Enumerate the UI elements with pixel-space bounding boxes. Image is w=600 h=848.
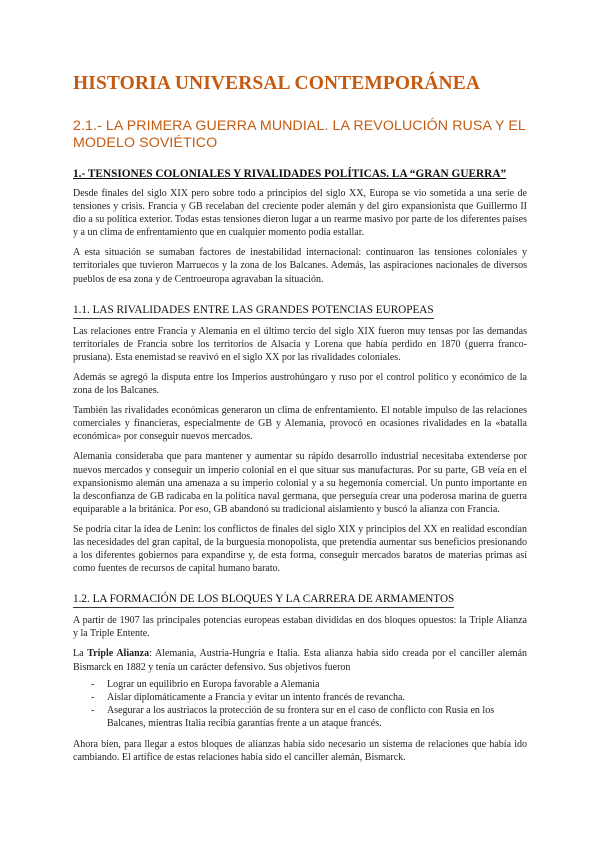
triple-alianza-paragraph (73, 647, 527, 673)
bullet-dash: - (91, 704, 95, 716)
alliance-description: : Alemania, Austria-Hungría e Italia. Esta alianza había sido creada por el canciller alemán Bismarck en 1882 y tenía un carácter defensivo. Sus objetivos fueron (73, 648, 528, 673)
paragraph: A esta situación se sumaban factores de inestabilidad internacional: continuaron las tensiones coloniales y territoriales que tuvieron Marruecos y la zona de los Balcanes. Además, las aspiraciones nacionales de diversos pueblos de esa zona y de Centroeuropa agravaban la situación. (73, 247, 527, 285)
chapter-heading: 2.1.- LA PRIMERA GUERRA MUNDIAL. LA REVOLUCIÓN RUSA Y EL MODELO SOVIÉTICO (73, 118, 526, 151)
section-1-heading: 1.- TENSIONES COLONIALES Y RIVALIDADES POLÍTICAS. LA “GRAN GUERRA” (73, 168, 507, 180)
paragraph: Además se agregó la disputa entre los Imperios austrohúngaro y ruso por el control político y económico de la zona de los Balcanes. (73, 371, 527, 397)
section-1-1-heading: 1.1. LAS RIVALIDADES ENTRE LAS GRANDES POTENCIAS EUROPEAS (73, 303, 434, 319)
paragraph: Desde finales del siglo XIX pero sobre todo a principios del siglo XX, Europa se vio sometida a una serie de tensiones y crisis. Francia y GB recelaban del creciente poder alemán y del giro expansionista que Guillermo II dio a su política exterior. Todas estas tensiones dieron lugar a un rearme masivo por parte de los diferentes países y a un clima de enfrentamiento que en cualquier momento podía estallar. (73, 188, 527, 239)
alliance-prefix: La (73, 648, 88, 660)
section-1-2-heading: 1.2. LA FORMACIÓN DE LOS BLOQUES Y LA CARRERA DE ARMAMENTOS (73, 592, 454, 608)
list-item: - Lograr un equilibrio en Europa favorable a Alemania (91, 678, 320, 690)
paragraph: A partir de 1907 las principales potencias europeas estaban divididas en dos bloques opuestos: la Triple Alianza y la Triple Entente. (73, 615, 527, 640)
paragraph: Alemania consideraba que para mantener y aumentar su rápido desarrollo industrial necesitaba extenderse por nuevos mercados y conseguir un imperio colonial en el que situar sus manufacturas. Por su parte, GB veía en el expansionismo alemán una amenaza a su imperio colonial y a su hegemonía comercial. Un punto importante en la desconfianza de GB radicaba en la política naval germana, que perseguía crear una poderosa marina de guerra equiparable a la británica. Por eso, GB abandonó su tradicional aislamiento y buscó la alianza con Francia. (73, 451, 527, 515)
objectives-list (73, 678, 527, 730)
paragraph: También las rivalidades económicas generaron un clima de enfrentamiento. El notable impulso de las relaciones comerciales y financieras, especialmente de GB y Alemania, provocó en ocasiones rivalidades en la «batalla económica» por conseguir nuevos mercados. (73, 405, 527, 443)
bullet-dash: - (91, 678, 95, 690)
paragraph: Se podría citar la idea de Lenin: los conflictos de finales del siglo XIX y principios del XX en realidad escondían las necesidades del gran capital, de la burguesía monopolista, que pretendía aumentar sus beneficios presionando a los diferentes gobiernos para expandirse y, de esta forma, conseguir mercados baratos de materias primas así como fuentes de recursos de capital humano barato. (73, 523, 527, 575)
triple-alianza-term: Triple Alianza (87, 648, 150, 660)
bullet-dash: - (91, 691, 95, 703)
paragraph: Ahora bien, para llegar a estos bloques de alianzas había sido necesario un sistema de relaciones que había ido cambiando. El artífice de estas relaciones había sido el canciller alemán, Bismarck. (73, 739, 527, 764)
list-item: - Aislar diplomáticamente a Francia y evitar un intento francés de revancha. (91, 691, 405, 703)
list-item: - Asegurar a los austriacos la protección de su frontera sur en el caso de conflicto con Rusia en los Balcanes, mientras Italia recibía garantías frente a un ataque francés. (91, 704, 495, 729)
document-title: HISTORIA UNIVERSAL CONTEMPORÁNEA (73, 73, 480, 94)
paragraph: Las relaciones entre Francia y Alemania en el último tercio del siglo XIX fueron muy tensas por las demandas territoriales de Francia sobre los territorios de Alsacia y Lorena que había perdido en 1870 (guerra franco-prusiana). Esta enemistad se reavivó en el siglo XX por las rivalidades coloniales. (73, 325, 527, 363)
